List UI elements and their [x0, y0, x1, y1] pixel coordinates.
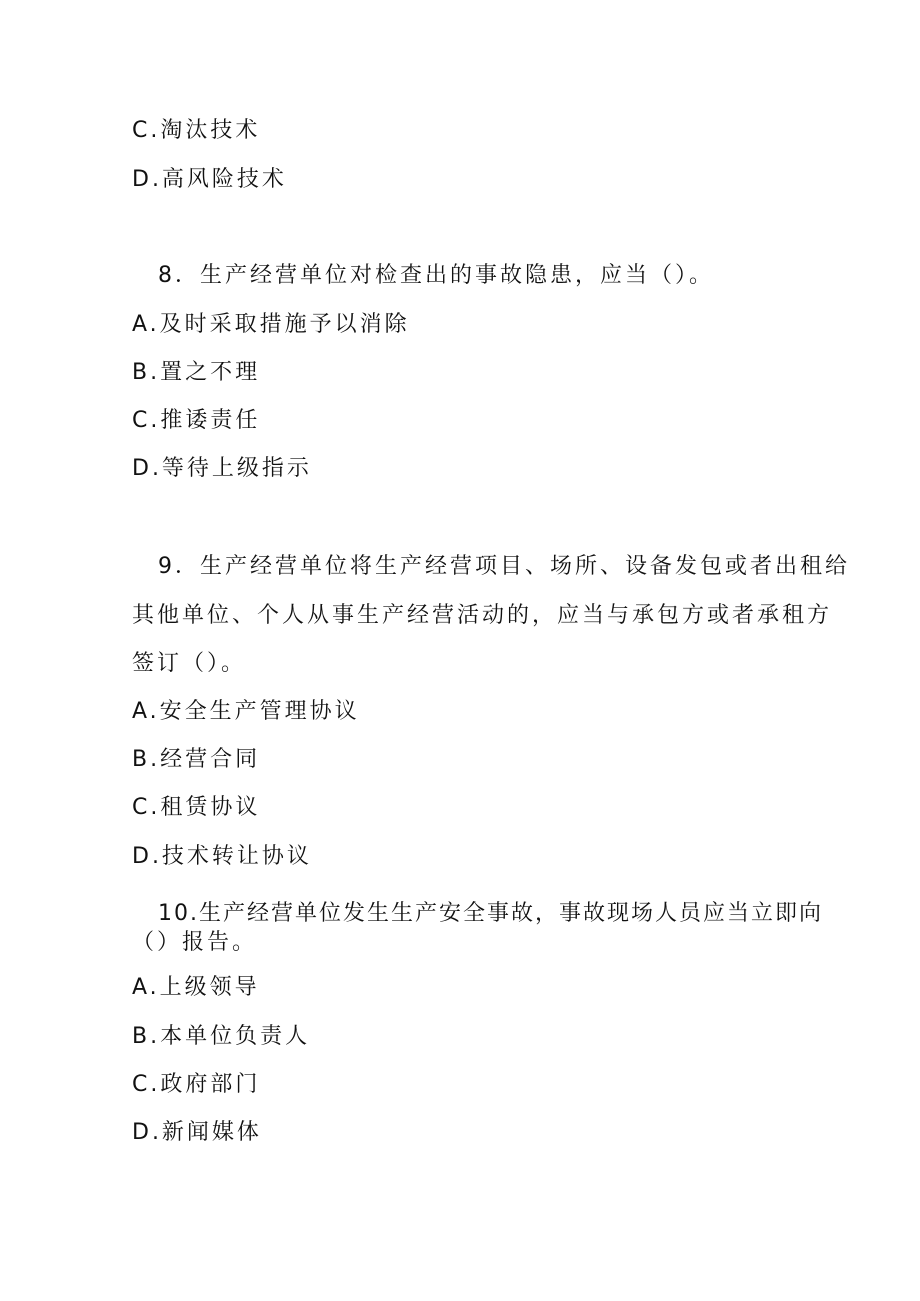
- q10-option-a: A.上级领导: [132, 975, 260, 1000]
- q9-question-line-2: 其他单位、个人从事生产经营活动的，应当与承包方或者承租方: [132, 603, 833, 628]
- q9-question-line-3: 签订（）。: [132, 651, 247, 676]
- q9-option-a: A.安全生产管理协议: [132, 699, 360, 724]
- q7-option-d: D.高风险技术: [132, 167, 287, 192]
- q8-option-c: C.推诿责任: [132, 408, 261, 433]
- q10-option-b: B.本单位负责人: [132, 1024, 311, 1049]
- q10-question-line-1: 10.生产经营单位发生生产安全事故，事故现场人员应当立即向: [158, 901, 823, 926]
- q8-option-a: A.及时采取措施予以消除: [132, 312, 410, 337]
- q8-option-d: D.等待上级指示: [132, 456, 312, 481]
- q8-option-b: B.置之不理: [132, 360, 261, 385]
- q10-option-c: C.政府部门: [132, 1072, 261, 1097]
- q10-question-line-2: （）报告。: [132, 930, 258, 955]
- q10-option-d: D.新闻媒体: [132, 1120, 262, 1145]
- q9-option-d: D.技术转让协议: [132, 844, 312, 869]
- q9-option-b: B.经营合同: [132, 747, 261, 772]
- q9-option-c: C.租赁协议: [132, 795, 261, 820]
- q8-question: 8．生产经营单位对检查出的事故隐患，应当（）。: [158, 263, 714, 288]
- q7-option-c: C.淘汰技术: [132, 118, 261, 143]
- q9-question-line-1: 9．生产经营单位将生产经营项目、场所、设备发包或者出租给: [158, 554, 850, 579]
